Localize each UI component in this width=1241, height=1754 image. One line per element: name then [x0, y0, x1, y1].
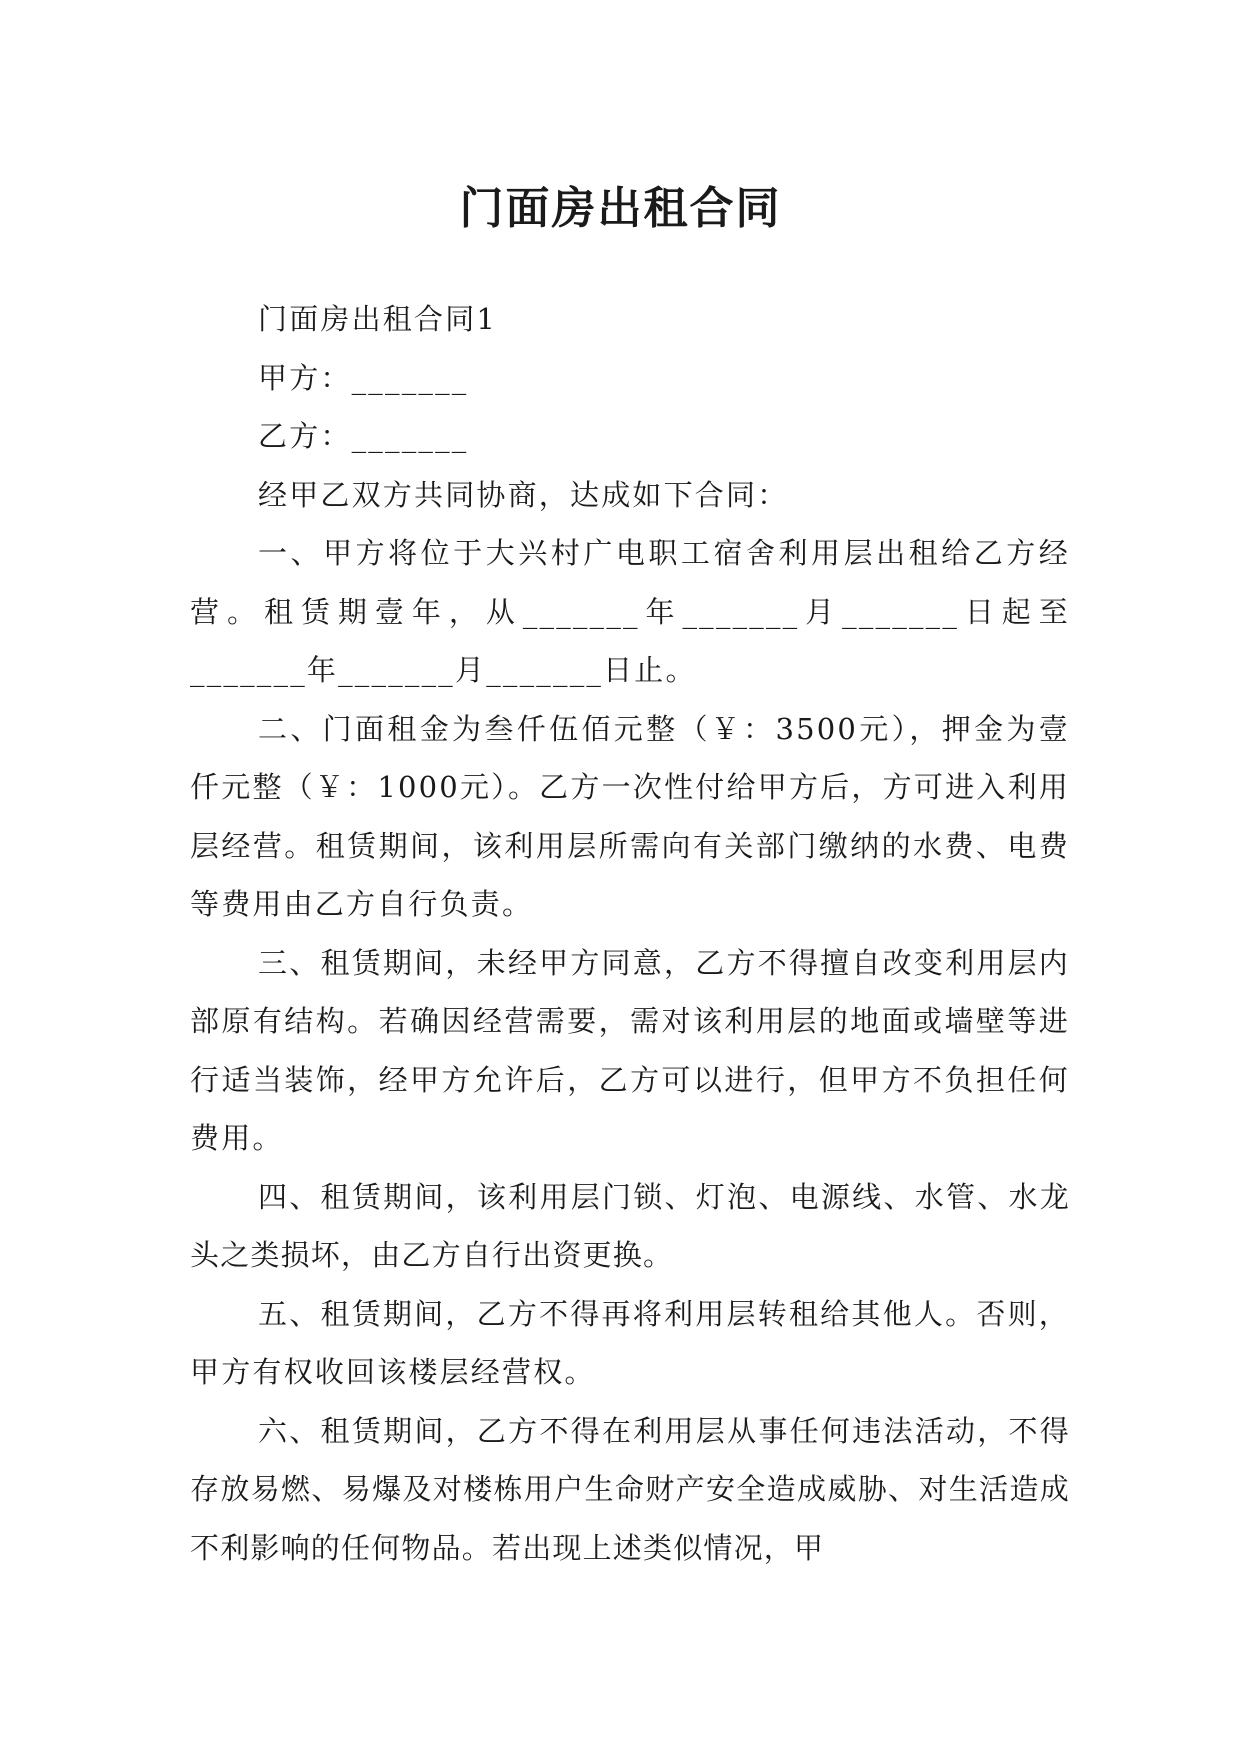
paragraph-clause-6: 六、租赁期间，乙方不得在利用层从事任何违法活动，不得存放易燃、易爆及对楼栋用户生命财产安全造成威胁、对生活造成不利影响的任何物品。若出现上述类似情况，甲 [190, 1413, 1070, 1565]
paragraph-party-b: 乙方：_______ [258, 419, 469, 453]
paragraph-clause-1: 一、甲方将位于大兴村广电职工宿舍利用层出租给乙方经营。租赁期壹年，从_______年_______月_______日起至_______年_______月_______日止。 [190, 536, 1070, 687]
document-body [190, 290, 1070, 1577]
paragraph-clause-3: 三、租赁期间，未经甲方同意，乙方不得擅自改变利用层内部原有结构。若确因经营需要，需对该利用层的地面或墙壁等进行适当装饰，经甲方允许后，乙方可以进行，但甲方不负担任何费用。 [190, 945, 1070, 1155]
document-title: 门面房出租合同 [459, 183, 782, 235]
paragraph-contract-number: 门面房出租合同1 [258, 302, 498, 336]
paragraph-party-a: 甲方：_______ [258, 360, 469, 395]
paragraph-preamble: 经甲乙双方共同协商，达成如下合同： [258, 477, 789, 512]
paragraph-clause-4: 四、租赁期间，该利用层门锁、灯泡、电源线、水管、水龙头之类损坏，由乙方自行出资更换。 [190, 1179, 1070, 1272]
paragraph-clause-2: 二、门面租金为叁仟伍佰元整（￥：3500元），押金为壹仟元整（￥：1000元）。乙方一次性付给甲方后，方可进入利用层经营。租赁期间，该利用层所需向有关部门缴纳的水费、电费等费用由乙方自行负责。 [190, 711, 1070, 921]
paragraph-clause-5: 五、租赁期间，乙方不得再将利用层转租给其他人。否则，甲方有权收回该楼层经营权。 [190, 1296, 1070, 1389]
